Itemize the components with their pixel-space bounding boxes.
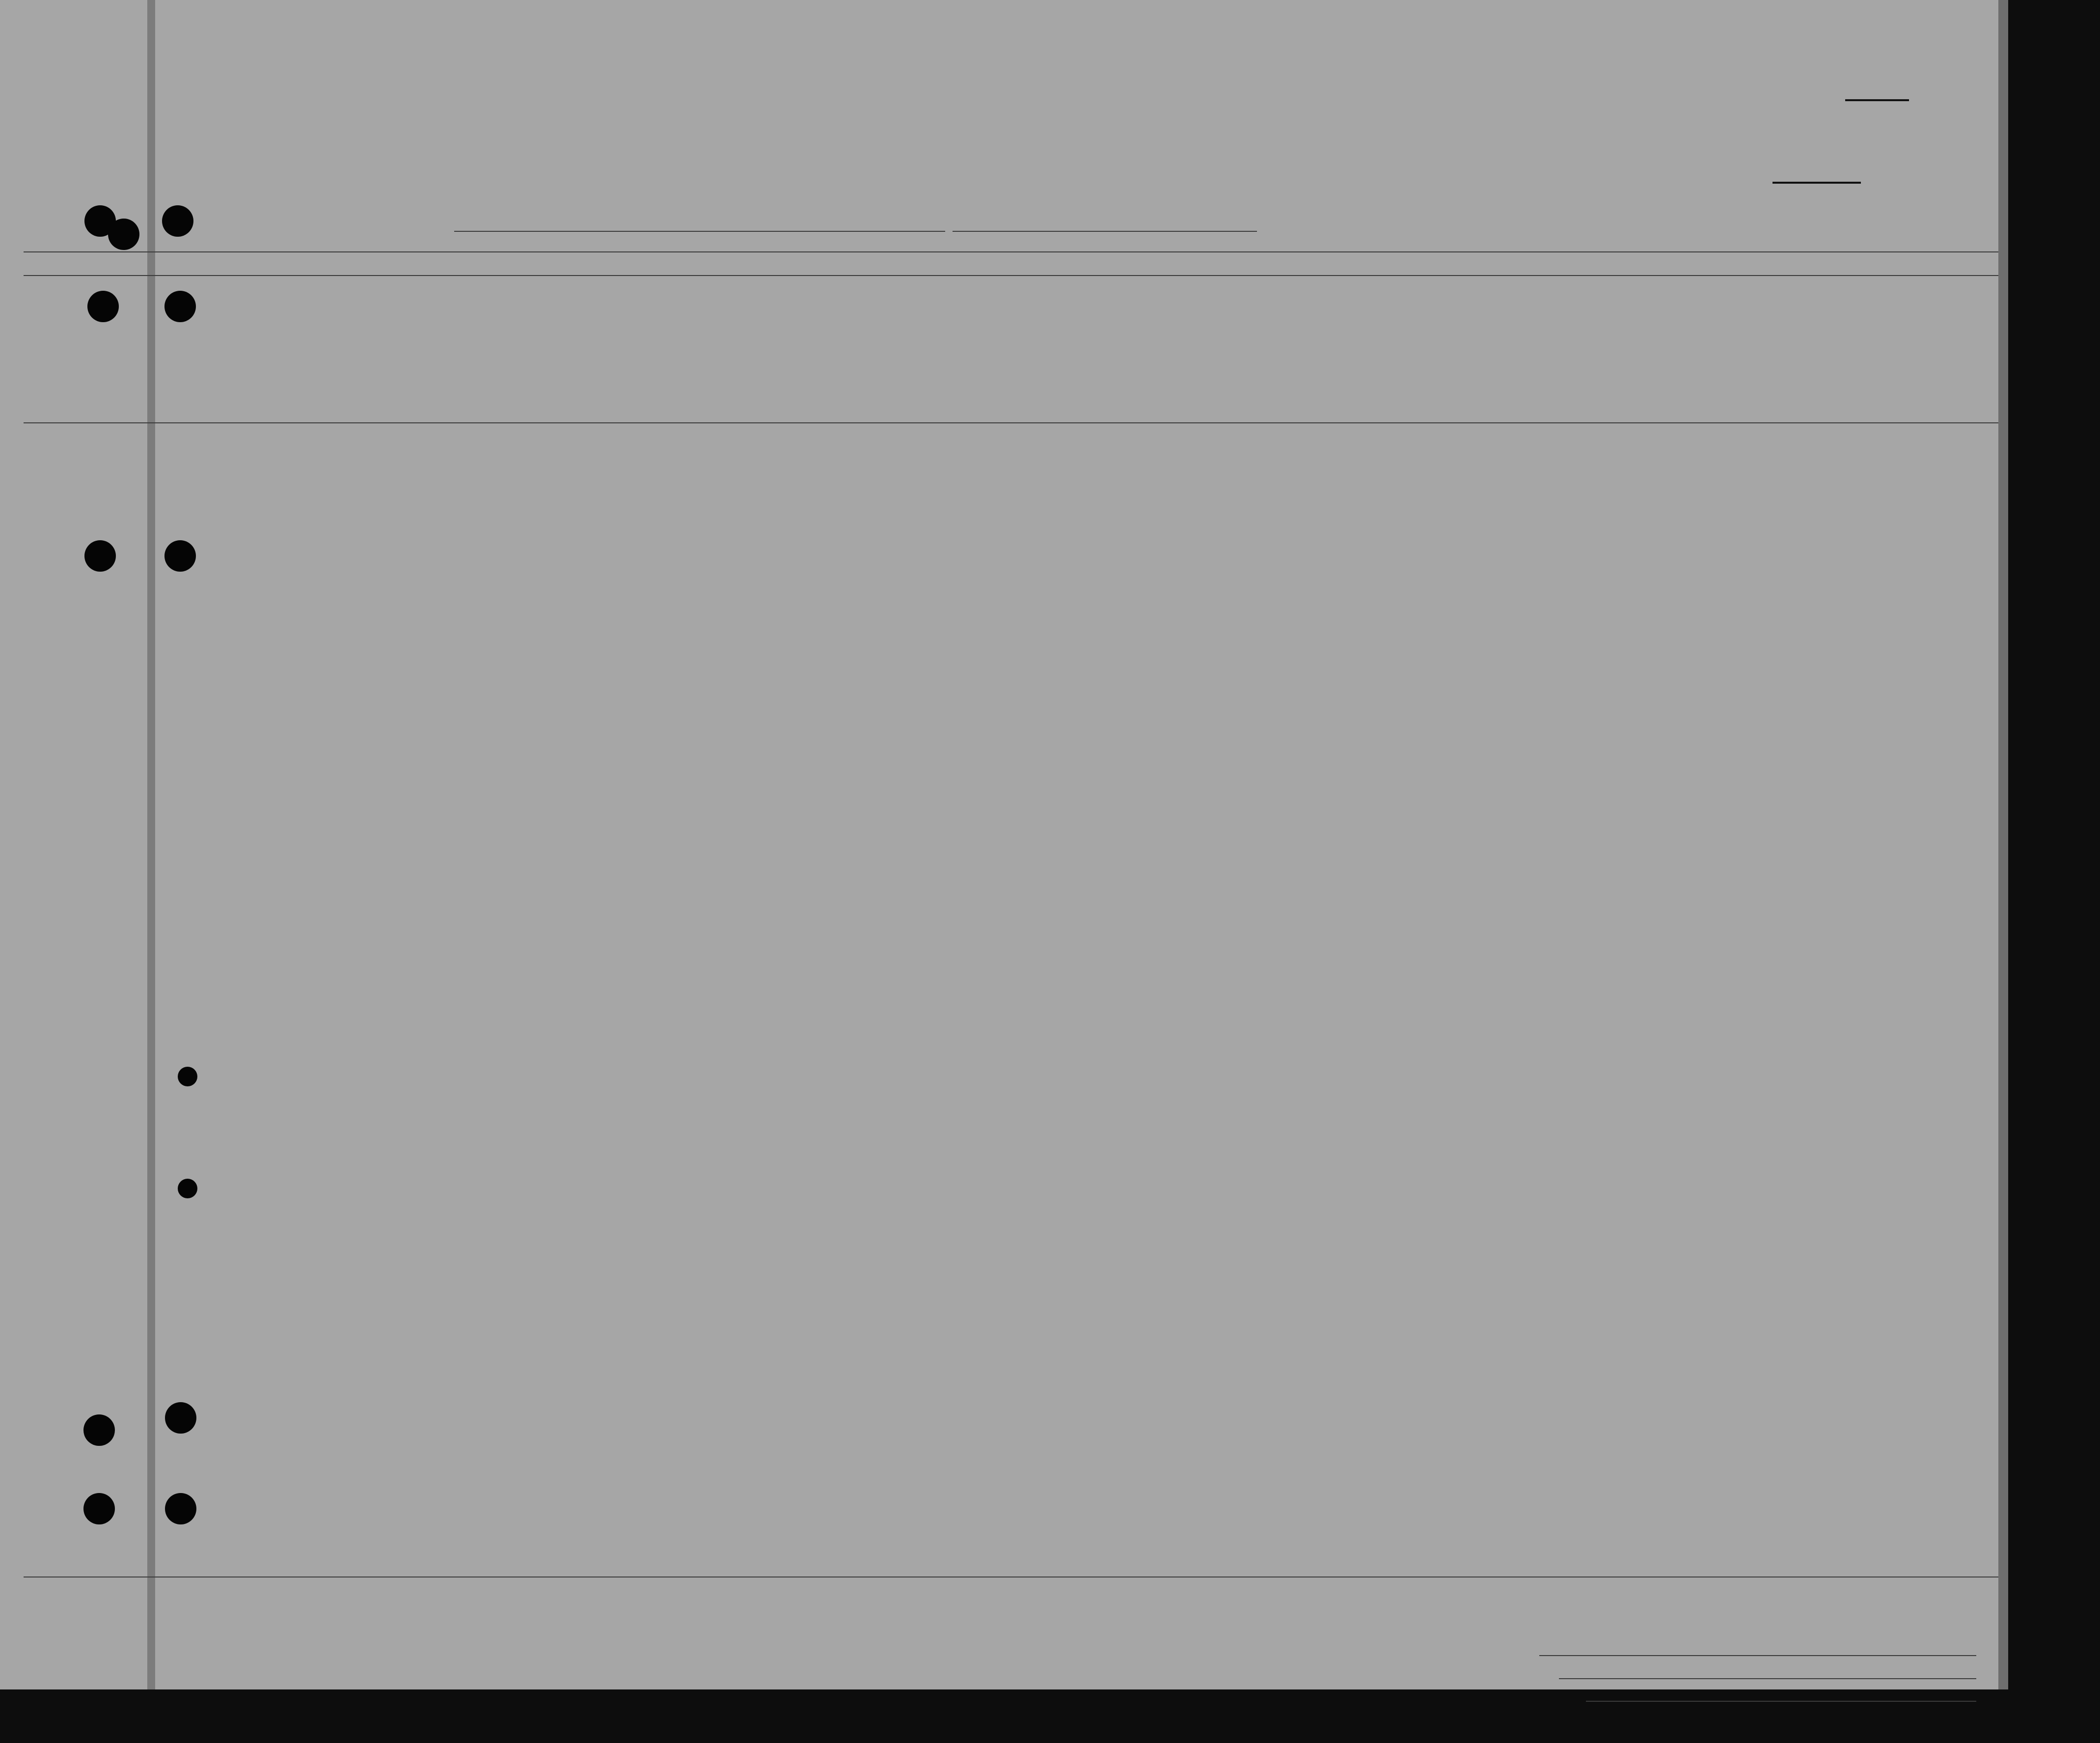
list-strikeout (1845, 99, 1909, 101)
punch-hole (178, 1179, 197, 1198)
sheet-edge (1998, 0, 2008, 1689)
column-number-line (24, 275, 1998, 276)
table-top-line (24, 251, 1998, 252)
agents-underline (1586, 1701, 1976, 1702)
date-underline (953, 231, 1257, 232)
punch-hole (108, 219, 139, 250)
punch-hole (83, 1414, 115, 1446)
handwritten-dash (1773, 182, 1861, 184)
punch-hole (164, 540, 196, 572)
punch-hole (164, 291, 196, 322)
punch-hole (162, 205, 193, 237)
punch-hole (84, 540, 116, 572)
punch-hole (87, 291, 119, 322)
line-underline (1539, 1655, 1976, 1656)
punch-hole (165, 1402, 196, 1434)
header-bottom-line (24, 422, 1998, 423)
punch-hole (83, 1493, 115, 1524)
port-underline (454, 231, 945, 232)
page-fold (147, 0, 155, 1689)
punch-hole (178, 1067, 197, 1086)
punch-hole (165, 1493, 196, 1524)
owners-underline (1559, 1678, 1976, 1679)
